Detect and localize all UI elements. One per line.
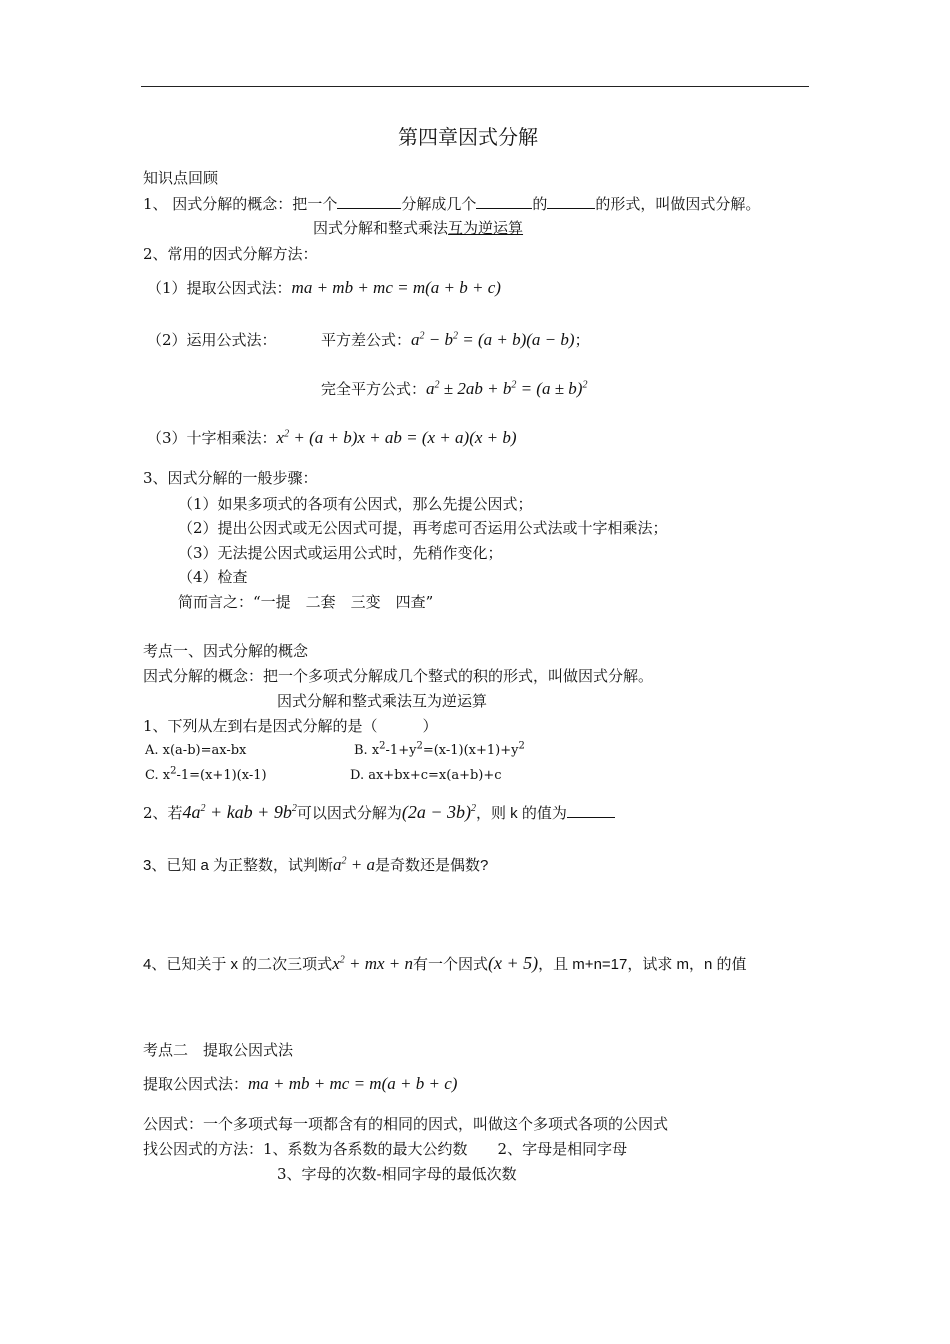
common-factor-definition: 公因式：一个多项式每一项都含有的相同的因式，叫做这个多项式各项的公因式 (143, 1115, 669, 1133)
formula-common-factor: ma + mb + mc = m(a + b + c) (291, 278, 501, 297)
step-3: （3）无法提公因式或运用公式时，先稍作变化； (178, 544, 503, 562)
find-method-line-2: 3、字母的次数-相同字母的最低次数 (277, 1165, 517, 1183)
page-title: 第四章因式分解 (398, 125, 538, 149)
point1-inverse: 因式分解和整式乘法互为逆运算 (277, 692, 488, 710)
blank-1 (337, 194, 401, 209)
find-method-line-1: 找公因式的方法：1、系数为各系数的最大公约数 2、字母是相同字母 (143, 1140, 628, 1158)
step-2: （2）提出公因式或无公因式可提，再考虑可否运用公式法或十字相乘法； (178, 519, 668, 537)
inverse-note: 因式分解和整式乘法互为逆运算 (313, 219, 524, 237)
method-1: （1）提取公因式法：ma + mb + mc = m(a + b + c) (147, 278, 501, 297)
question-4: 4、已知关于 x 的二次三项式$x^2$ + mx + n有一个因式(x + 5)，且 m+n=17，试求 m，n 的值 (143, 953, 747, 973)
header-rule (141, 86, 809, 87)
question-3: 3、已知 a 为正整数，试判断$a^2 + a$是奇数还是偶数? (143, 855, 489, 874)
question-1: 1、下列从左到右是因式分解的是（ ） (143, 717, 438, 735)
answer-blank-k (567, 803, 615, 818)
option-a: A. x(a-b)=ax-bx (145, 743, 247, 758)
option-b: B. $x^2-1+y^2=(x-1)(x+1)+y^2$ (354, 740, 525, 758)
review-item-3: 3、因式分解的一般步骤： (143, 469, 318, 487)
perfect-square: 完全平方公式：$a^2 \pm 2ab + b^2 = (a \pm b)^2$ (321, 379, 588, 398)
question-2: 2、若$4a^2$ + kab + $9b^2$可以因式分解为$(2a - 3b)^2$，则 k 的值为 (143, 802, 615, 824)
point2-method: 提取公因式法：ma + mb + mc = m(a + b + c) (143, 1074, 458, 1093)
step-1: （1）如果多项式的各项有公因式，那么先提公因式； (178, 495, 533, 513)
review-item-1: 1、 因式分解的概念：把一个 分解成几个 的 的形式，叫做因式分解。 (143, 195, 761, 213)
method-3: （3）十字相乘法：$x^2 + (a + b)x$ + ab = (x + a)(x + b) (147, 428, 517, 447)
difference-of-squares: 平方差公式：$a^2 - b^2 = (a + b)(a - b)$； (321, 330, 590, 349)
step-4: （4）检查 (178, 568, 248, 586)
option-c: C. $x^2-1=(x+1)(x-1)$ (145, 765, 267, 783)
method-2-label: （2）运用公式法： (147, 331, 277, 349)
blank-2 (476, 194, 532, 209)
review-heading: 知识点回顾 (143, 169, 219, 187)
formula-common-factor-2: ma + mb + mc = m(a + b + c) (248, 1074, 458, 1093)
review-item-2: 2、常用的因式分解方法： (143, 245, 318, 263)
option-d: D. ax+bx+c=x(a+b)+c (350, 768, 502, 783)
blank-3 (547, 194, 595, 209)
point2-heading: 考点二 提取公因式法 (143, 1041, 294, 1059)
summary: 简而言之：“一提 二套 三变 四查” (178, 593, 434, 611)
point1-definition: 因式分解的概念：把一个多项式分解成几个整式的积的形式，叫做因式分解。 (143, 667, 654, 685)
point1-heading: 考点一、因式分解的概念 (143, 642, 309, 660)
